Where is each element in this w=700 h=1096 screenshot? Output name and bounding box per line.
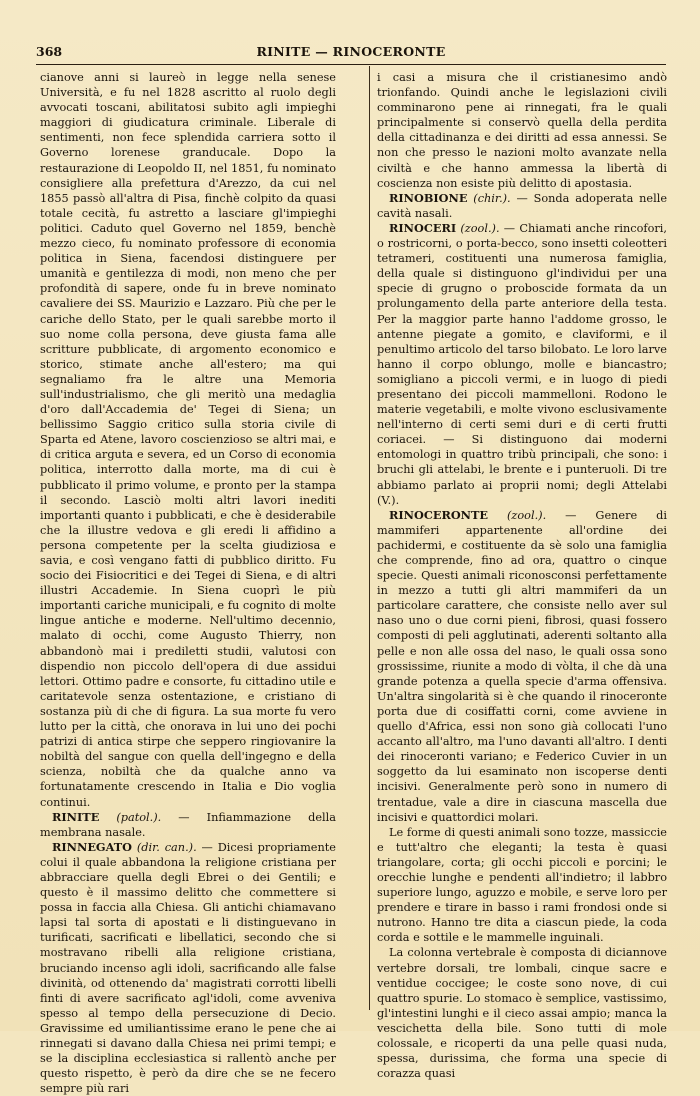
column-divider bbox=[369, 66, 370, 1010]
entry-text: — Genere di mammiferi appartenente all'ordine dei pachidermi, e costituente da sè solo una famiglia che comprende, fino ad ora, quattro o cinque specie. Questi animali riconosconsi perfettamente in mezzo a tutti gli altri mammiferi da un particolare carattere, che consiste nello aver sul naso uno o due corni pieni, fibrosi, quasi fossero composti di peli agglutinati, aderenti soltanto alla pelle e non alle ossa del naso, le quali ossa sono grossissime, riunite a modo di vòlta, il che dà una grande potenza a quella specie d'arma offensiva. Un'altra singolarità si è che quando il rinoceronte porta due di cosiffatti corni, come avviene in quello d'Africa, essi non sono già collocati l'uno accanto all'altro, ma l'uno davanti all'altro. I denti dei rinoceronti variano; e Federico Cuvier in un soggetto da lui esaminato non iscoperse denti incisivi. Generalmente però sono in numero di trentadue, vale a dire in ciascuna mascella due incisivi e quattordici molari. bbox=[377, 508, 668, 824]
entry-label: (zool.). bbox=[507, 508, 547, 522]
headword: RINNEGATO bbox=[52, 839, 132, 854]
headword: RINITE bbox=[52, 809, 100, 824]
left-column bbox=[40, 70, 336, 1096]
entry-rinobione bbox=[377, 191, 667, 221]
headword: RINOBIONE bbox=[389, 190, 468, 205]
page-number: 368 bbox=[36, 44, 63, 59]
headword: RINOCERONTE bbox=[389, 507, 489, 522]
entry-label: (zool.). bbox=[460, 221, 500, 235]
entry-text: — Infiammazione della membrana nasale. bbox=[40, 810, 337, 839]
entry-text: — Sonda adoperata nelle cavità nasali. bbox=[377, 191, 667, 220]
header-rule bbox=[36, 64, 666, 65]
entry-text: — Dicesi propriamente colui il quale abbandona la religione cristiana per abbracciare quella degli Ebrei o dei Gentili; e questo è il massimo delitto che commettere si possa in faccia alla Chiesa. Gli antichi chiamavano lapsi tal sorta di apostati e li distinguevano in turificati, sacrificati e libellatici, secondo che si mostravano ribelli alla religione cristiana, bruciando incenso agli idoli, sacrificando alle false divinità, od ottenendo da' magistrati corrotti libelli finti di avere sacrificato agl'idoli, come avveniva spesso al tempo della persecuzione di Decio. Gravissime ed umiliantissime erano le pene che ai rinnegati si davano dalla Chiesa nei primi tempi; e se la disciplina ecclesiastica si rallentò anche per questo rispetto, è però da dire che se ne fecero sempre più rari bbox=[40, 840, 336, 1096]
paragraph-continuation: i casi a misura che il cristianesimo andò trionfando. Quindi anche le legislazioni civili comminarono pene ai rinnegati, fra le quali principalmente si conservò quella della perdita della cittadinanza e dei diritti ad essa annessi. Se non che presso le nazioni molto avanzate nella civiltà e che hanno ammessa la libertà di coscienza non esiste più delitto di apostasia. bbox=[377, 71, 667, 190]
entry-rinoceronte bbox=[377, 508, 667, 825]
page-header bbox=[36, 44, 666, 64]
entry-label: (patol.). bbox=[116, 810, 162, 824]
right-column bbox=[377, 70, 667, 1081]
running-title: RINITE — RINOCERONTE bbox=[256, 44, 446, 59]
entry-text: — Chiamati anche rincofori, o rostricorni, o porta-becco, sono insetti coleotteri tetrameri, costituenti una numerosa famiglia, della quale si distinguono gl'individui per una specie di grugno o proboscide formata da un prolungamento della parte anteriore della testa. Per la maggior parte hanno l'addome grosso, le antenne piegate a gomito, e claviformi, e il penultimo articolo del tarso bilobato. Le loro larve hanno il corpo oblungo, molle e biancastro; somigliano a piccoli vermi, e in luogo di piedi presentano dei piccoli mammelloni. Rodono le materie vegetabili, e molte vivono esclusivamente nell'interno di certi semi duri e di certi frutti coriacei. — Si distinguono dai moderni entomologi in quattro tribù principali, che sono: i bruchi gli attelabi, le brente e i punteruoli. Di tre abbiamo parlato ai proprii nomi; degli Attelabi (V.). bbox=[377, 221, 667, 507]
entry-rinite bbox=[40, 810, 336, 840]
entry-label: (chir.). bbox=[473, 191, 511, 205]
paragraph: Le forme di questi animali sono tozze, massiccie e tutt'altro che eleganti; la testa è quasi triangolare, corta; gli occhi piccoli e porcini; le orecchie lunghe e pendenti all'indietro; il labbro superiore lungo, aguzzo e mobile, e serve loro per prendere e tirare in basso i rami frondosi onde si nutrono. Hanno tre dita a ciascun piede, la coda corda e sottile e le mammelle inguinali. bbox=[377, 825, 667, 945]
paragraph-continuation: cianove anni si laureò in legge nella senese Università, e fu nel 1828 ascritto al ruolo degli avvocati toscani, abilitatosi subito agli impieghi maggiori di giudicatura criminale. Liberale di sentimenti, non fece splendida carriera sotto il Governo lorenese granducale. Dopo la restaurazione di Leopoldo II, nel 1851, fu nominato consigliere alla prefettura d'Arezzo, da cui nel 1855 passò all'altra di Pisa, finchè colpito da quasi totale cecità, fu astretto a lasciare gl'impieghi politici. Caduto quel Governo nel 1859, benchè mezzo cieco, fu nominato professore di economia politica in Siena, facendosi distinguere per umanità e gentilezza di modi, non meno che per profondità di sapere, onde fu in breve nominato cavaliere dei SS. Maurizio e Lazzaro. Più che per le cariche dello Stato, per le quali sarebbe morto il suo nome colla persona, deve giusta fama alle scritture pubblicate, di argomento economico e storico, stimate anche all'estero; ma qui segnaliamo fra le altre una Memoria sull'industrialismo, che gli meritò una medaglia d'oro dall'Accademia de' Tegei di Siena; un bellissimo Saggio critico sulla storia civile di Sparta ed Atene, lavoro coscienzioso se altri mai, e di critica arguta e severa, ed un Corso di economia politica, interrotto dalla morte, ma di cui è pubblicato il primo volume, e pronto per la stampa il secondo. Lasciò molti altri lavori inediti importanti quanto i pubblicati, e che è desiderabile che la illustre vedova e gli eredi li affidino a persona competente per la scelta giudiziosa e savia, e così vengano fatti di pubblico diritto. Fu socio dei Fisiocritici e dei Tegei di Siena, e di altri illustri Accademie. In Siena cuoprì le più importanti cariche municipali, e fu cognito di molte lingue antiche e moderne. Nell'ultimo decennio, malato di occhi, come Augusto Thierry, non abbandonò mai i prediletti studii, valutosi con dispendio non piccolo dell'opera di due assidui lettori. Ottimo padre e consorte, fu cittadino utile e caritatevole senza ostentazione, e cristiano di sostanza più di che di figura. La sua morte fu vero lutto per la città, che onorava in lui uno dei pochi patrizi di antica stirpe che seppero ringiovanire la nobiltà del sangue con quella dell'ingegno e della scienza, nobiltà che da qualche anno va fortunatamente crescendo in Italia e Dio voglia continui. bbox=[40, 71, 336, 809]
headword: RINOCERI bbox=[389, 220, 457, 235]
entry-rinoceri bbox=[377, 221, 667, 508]
entry-label: (dir. can.). bbox=[136, 840, 197, 854]
entry-rinnegato bbox=[40, 840, 336, 1096]
paragraph: La colonna vertebrale è composta di diciannove vertebre dorsali, tre lombali, cinque sacre e ventidue coccigee; le coste sono nove, di cui quattro spurie. Lo stomaco è semplice, vastissimo, gl'intestini lunghi e il cieco assai ampio; manca la vescichetta della bile. Sono tutti di mole colossale, e ricoperti da una pelle quasi nuda, spessa, durissima, che forma una specie di corazza quasi bbox=[377, 946, 668, 1081]
